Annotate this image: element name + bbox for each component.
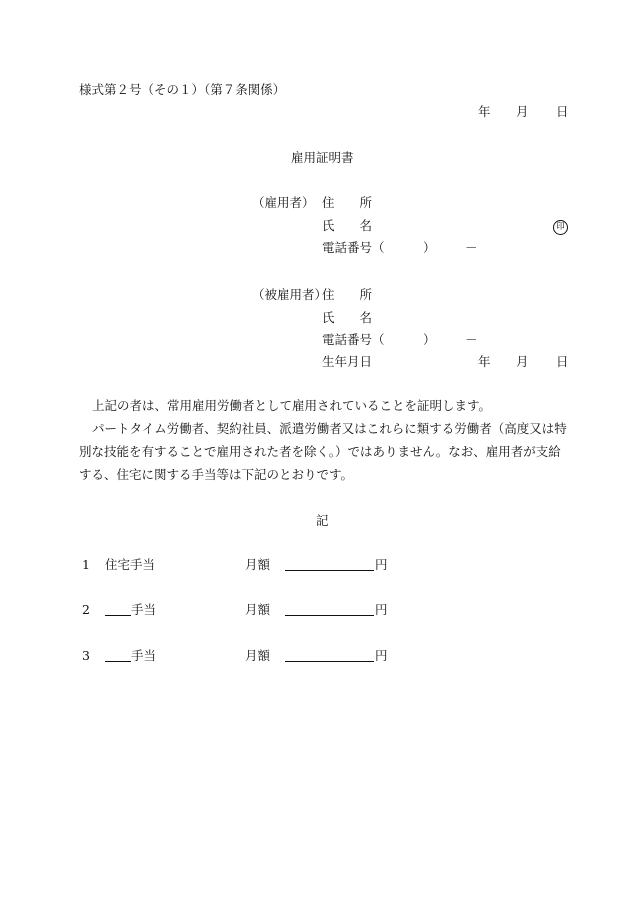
yen-unit: 円 bbox=[375, 602, 388, 617]
employee-heading: （被雇用者） bbox=[252, 287, 328, 302]
yen-unit: 円 bbox=[375, 557, 388, 572]
allowance-number: 2 bbox=[82, 602, 90, 617]
ki-heading: 記 bbox=[316, 513, 329, 528]
employee-phone-dash: － bbox=[465, 332, 478, 347]
date-month-label: 月 bbox=[516, 104, 529, 119]
employer-phone-close: ） bbox=[423, 240, 436, 255]
employee-name-label: 氏 名 bbox=[322, 310, 373, 325]
amount-blank bbox=[285, 559, 374, 571]
date-year-label: 年 bbox=[478, 104, 491, 119]
allowance-name: 住宅手当 bbox=[105, 557, 156, 572]
allowance-number: 1 bbox=[82, 557, 90, 572]
monthly-label: 月額 bbox=[245, 557, 271, 572]
employer-phone-label: 電話番号（ bbox=[322, 240, 385, 255]
yen-unit: 円 bbox=[375, 648, 388, 663]
seal-icon: 印 bbox=[553, 220, 568, 235]
employee-phone-label: 電話番号（ bbox=[322, 332, 385, 347]
birth-day-label: 日 bbox=[556, 354, 569, 369]
date-day-label: 日 bbox=[556, 104, 569, 119]
monthly-label: 月額 bbox=[245, 648, 271, 663]
amount-blank bbox=[285, 604, 374, 616]
seal-mark bbox=[553, 219, 568, 235]
allowance-name-blank bbox=[105, 650, 131, 662]
monthly-label: 月額 bbox=[245, 602, 271, 617]
birth-month-label: 月 bbox=[516, 354, 529, 369]
amount-blank bbox=[285, 650, 374, 662]
employer-phone-dash: － bbox=[465, 240, 478, 255]
body-line-2: パートタイム労働者、契約社員、派遣労働者又はこれらに類する労働者（高度又は特 bbox=[92, 421, 567, 436]
document-title: 雇用証明書 bbox=[291, 150, 354, 165]
allowance-name-blank bbox=[105, 604, 131, 616]
allowance-name: 手当 bbox=[131, 648, 157, 663]
employee-birthdate-label: 生年月日 bbox=[322, 354, 373, 369]
employer-heading: （雇用者） bbox=[252, 195, 315, 210]
birth-year-label: 年 bbox=[478, 354, 491, 369]
body-line-3: 別な技能を有することで雇用された者を除く。）ではありません。なお、雇用者が支給 bbox=[79, 444, 561, 459]
form-number: 様式第２号（その１）（第７条関係） bbox=[79, 82, 286, 97]
employer-address-label: 住 所 bbox=[322, 195, 373, 210]
allowance-number: 3 bbox=[82, 648, 90, 663]
employee-address-label: 住 所 bbox=[322, 287, 373, 302]
body-line-4: する、住宅に関する手当等は下記のとおりです。 bbox=[79, 467, 354, 482]
employer-name-label: 氏 名 bbox=[322, 218, 373, 233]
allowance-name: 手当 bbox=[131, 602, 157, 617]
body-line-1: 上記の者は、常用雇用労働者として雇用されていることを証明します。 bbox=[92, 398, 492, 413]
employee-phone-close: ） bbox=[423, 332, 436, 347]
